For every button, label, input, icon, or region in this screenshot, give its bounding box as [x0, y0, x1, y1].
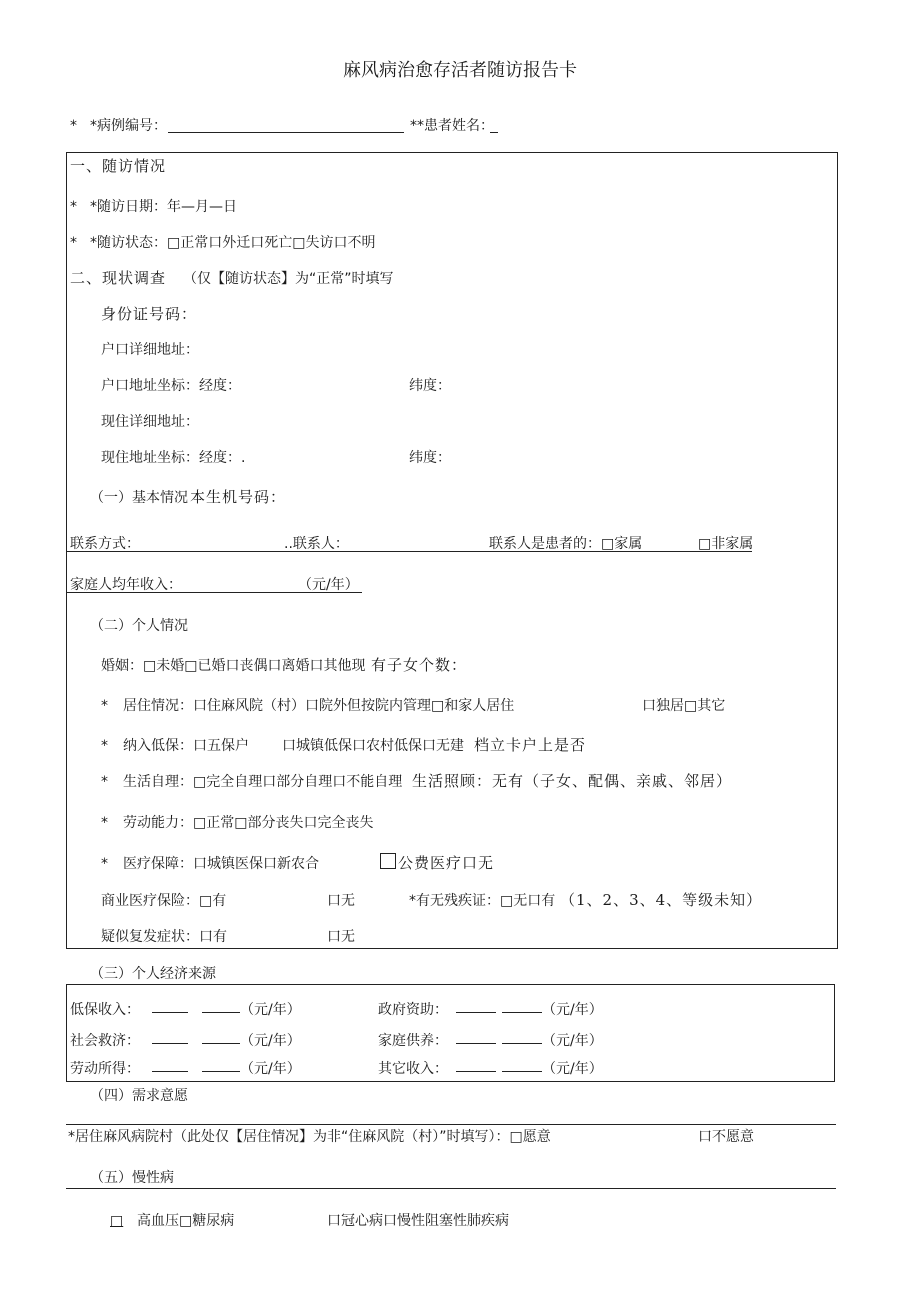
- economy-field[interactable]: [502, 1030, 542, 1049]
- economy-field[interactable]: [152, 999, 188, 1018]
- economy-field[interactable]: [456, 999, 496, 1018]
- chronic-checkbox[interactable]: □: [110, 1213, 124, 1229]
- basic-heading: （一）基本情况: [90, 490, 188, 506]
- economy-unit: （元/年）: [542, 1002, 603, 1018]
- economy-label: 劳动所得：: [70, 1061, 140, 1077]
- demand-no-option[interactable]: 口不愿意: [698, 1129, 754, 1145]
- economy-field[interactable]: [502, 999, 542, 1018]
- required-star: *: [70, 118, 77, 134]
- section2-note: （仅【随访状态】为“正常”时填写: [183, 271, 394, 287]
- current-longitude-label: 现住地址坐标：经度：.: [101, 450, 246, 466]
- disability-options[interactable]: *有无残疾证：□无口有: [409, 893, 556, 909]
- demand-top-rule: [66, 1124, 836, 1125]
- chronic-rule: [66, 1188, 836, 1189]
- living-options[interactable]: 居住情况：口住麻风院（村）口院外但按院内管理□和家人居住: [123, 698, 515, 714]
- current-address-label: 现住详细地址：: [101, 414, 199, 430]
- contact-row-rule: [66, 551, 752, 552]
- economy-unit: （元/年）: [240, 1002, 301, 1018]
- economy-label: 家庭供养：: [378, 1033, 448, 1049]
- poverty-file-label: 档立卡户上是否: [474, 736, 587, 754]
- required-star: *: [101, 698, 108, 714]
- income-field[interactable]: [66, 592, 362, 593]
- section2-heading: 二、现状调查: [70, 269, 167, 287]
- disability-level: （1、2、3、4、等级未知）: [560, 891, 763, 909]
- economy-field[interactable]: [202, 1030, 240, 1049]
- selfcare-options[interactable]: 生活自理：□完全自理口部分自理口不能自理: [123, 774, 403, 790]
- contact-label: 联系方式：: [70, 536, 140, 552]
- page-title: 麻风病治愈存活者随访报告卡: [343, 60, 577, 81]
- chronic-heading: （五）慢性病: [90, 1170, 174, 1186]
- contact-person-label: ..联系人：: [284, 536, 349, 552]
- commercial-insurance-no[interactable]: 口无: [327, 893, 355, 909]
- children-count-label: 有子女个数：: [371, 656, 468, 674]
- economy-label: 其它收入：: [378, 1061, 448, 1077]
- public-medical-checkbox[interactable]: [380, 853, 398, 872]
- required-star: *: [101, 774, 108, 790]
- demand-heading: （四）需求意愿: [90, 1088, 188, 1104]
- personal-heading: （二）个人情况: [90, 618, 188, 634]
- living-options-2[interactable]: 口独居□其它: [642, 698, 726, 714]
- hukou-longitude-label: 户口地址坐标：经度：: [101, 378, 241, 394]
- economy-field[interactable]: [456, 1030, 496, 1049]
- dibao-options-2[interactable]: 口城镇低保口农村低保口无建: [282, 738, 464, 754]
- economy-field[interactable]: [202, 1058, 240, 1077]
- economy-unit: （元/年）: [542, 1061, 603, 1077]
- non-family-option[interactable]: □非家属: [698, 536, 754, 552]
- section1-heading: 一、随访情况: [70, 157, 167, 175]
- patient-name-field[interactable]: [490, 132, 498, 133]
- patient-name-label: **患者姓名：: [410, 118, 494, 134]
- relation-options[interactable]: 联系人是患者的：□家属: [489, 536, 643, 552]
- medical-options[interactable]: 医疗保障：口城镇医保口新农合: [123, 856, 319, 872]
- public-medical-label: 公费医疗口无: [398, 854, 495, 872]
- case-no-field[interactable]: [168, 132, 404, 133]
- economy-label: 低保收入：: [70, 1002, 140, 1018]
- economy-unit: （元/年）: [542, 1033, 603, 1049]
- hukou-latitude-label: 纬度：: [409, 378, 451, 394]
- economy-label: 社会救济：: [70, 1033, 140, 1049]
- labor-options[interactable]: 劳动能力：□正常□部分丧失口完全丧失: [123, 815, 374, 831]
- required-star: *: [70, 199, 77, 215]
- phone-label: 本生机号码：: [190, 488, 287, 506]
- commercial-insurance-label[interactable]: 商业医疗保险：□有: [101, 893, 227, 909]
- followup-date-field[interactable]: *随访日期：年—月—日: [90, 199, 237, 215]
- id-number-label: 身份证号码：: [101, 305, 198, 323]
- economy-heading: （三）个人经济来源: [90, 966, 216, 982]
- relapse-no[interactable]: 口无: [327, 929, 355, 945]
- case-no-label: *病例编号：: [90, 118, 167, 134]
- income-unit: （元/年）: [298, 577, 359, 593]
- economy-unit: （元/年）: [240, 1061, 301, 1077]
- economy-field[interactable]: [456, 1058, 496, 1077]
- income-label: 家庭人均年收入：: [70, 577, 182, 593]
- demand-question[interactable]: *居住麻风病院村（此处仅【居住情况】为非“住麻风院（村）”时填写）：□愿意: [68, 1129, 551, 1145]
- required-star: *: [101, 815, 108, 831]
- required-star: *: [70, 235, 77, 251]
- chronic-options-2[interactable]: 口冠心病口慢性阻塞性肺疾病: [327, 1213, 509, 1229]
- hukou-address-label: 户口详细地址：: [101, 342, 199, 358]
- chronic-options[interactable]: 高血压□糖尿病: [137, 1213, 235, 1229]
- required-star: *: [101, 856, 108, 872]
- economy-unit: （元/年）: [240, 1033, 301, 1049]
- economy-field[interactable]: [502, 1058, 542, 1077]
- economy-field[interactable]: [152, 1058, 188, 1077]
- caregiver-label: 生活照顾：无有（子女、配偶、亲戚、邻居）: [412, 772, 733, 790]
- followup-status-options[interactable]: *随访状态：□正常口外迁口死亡□失访口不明: [90, 235, 376, 251]
- marriage-options[interactable]: 婚姻：□未婚□已婚口丧偶口离婚口其他现: [101, 658, 366, 674]
- economy-field[interactable]: [152, 1030, 188, 1049]
- required-star: *: [101, 738, 108, 754]
- current-latitude-label: 纬度：: [409, 450, 451, 466]
- dibao-options[interactable]: 纳入低保：口五保户: [123, 738, 249, 754]
- relapse-options[interactable]: 疑似复发症状：口有: [101, 929, 227, 945]
- economy-field[interactable]: [202, 999, 240, 1018]
- economy-label: 政府资助：: [378, 1002, 448, 1018]
